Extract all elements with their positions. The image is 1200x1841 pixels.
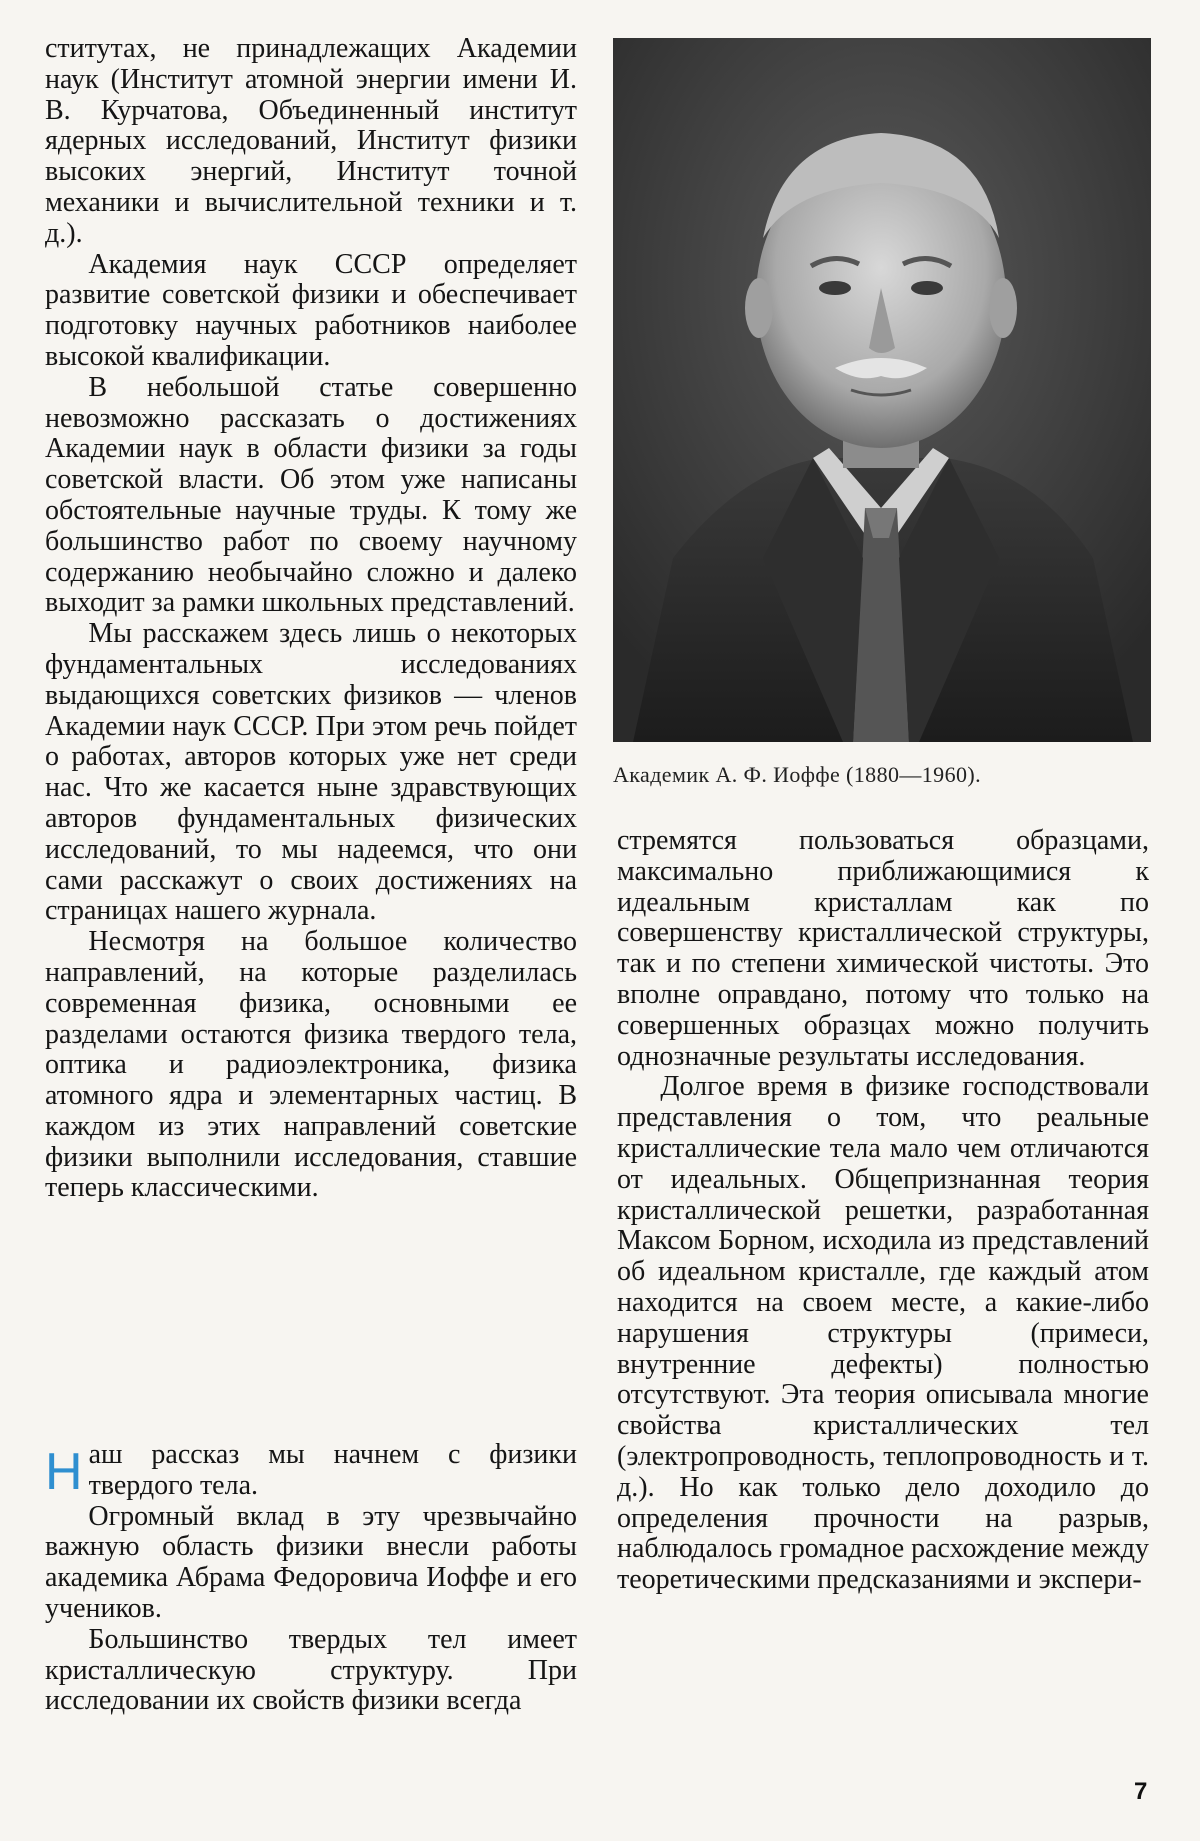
section-first-paragraph	[45, 1440, 577, 1502]
paragraph-left-4: Мы расскажем здесь лишь о некоторых фундаментальных исследованиях выдающихся советских физиков — членов Академии наук СССР. При этом речь пойдет о работах, авторов которых уже нет среди нас. Что же касается ныне здравствующих авторов фундаментальных физических исследований, то мы надеемся, что они сами расскажут о своих достижениях на страницах нашего журнала.	[45, 618, 577, 927]
left-column	[45, 34, 577, 1204]
section-solid-state	[45, 1440, 577, 1717]
paragraph-left-5: Несмотря на большое количество направлений, на которые разделилась современная физика, основными ее разделами остаются физика твердого тела, оптика и радиоэлектроника, физика атомного ядра и элементарных частиц. В каждом из этих направлений советские физики выполнили исследования, ставшие теперь классическими.	[45, 926, 577, 1204]
paragraph-left-3: В небольшой статье совершенно невозможно рассказать о достижениях Академии наук в области физики за годы советской власти. Об этом уже написаны обстоятельные научные труды. К тому же большинство работ по своему научному содержанию необычайно сложно и далеко выходит за рамки школьных представлений.	[45, 371, 577, 619]
photo-caption: Академик А. Ф. Иоффе (1880—1960).	[613, 762, 982, 787]
right-column	[617, 826, 1149, 1596]
drop-cap-letter: Н	[45, 1443, 83, 1501]
paragraph-right-2: Долгое время в физике господствовали представления о том, что реальные кристаллические тела мало чем отличаются от идеальных. Общепризнанная теория кристаллической решетки, разработанная Максом Борном, исходила из представлений об идеальном кристалле, где каждый атом находится на своем месте, а какие-либо нарушения структуры (примеси, внутренние дефекты) полностью отсутствуют. Эта теория описывала многие свойства кристаллических тел (электропроводность, теплопроводность и т. д.). Но как только дело доходило до определения прочности на разрыв, наблюдалось громадное расхождение между теоретическими предсказаниями и экспери-	[617, 1071, 1149, 1596]
paragraph-right-1: стремятся пользоваться образцами, максимально приближающимися к идеальным кристаллам как по совершенству кристаллической структуры, так и по степени химической чистоты. Это вполне оправдано, потому что только на совершенных образцах можно получить однозначные результаты исследования.	[617, 825, 1149, 1072]
page-number: 7	[1134, 1778, 1148, 1805]
paragraph-left-2: Академия наук СССР определяет развитие советской физики и обеспечивает подготовку научных работников наиболее высокой квалификации.	[45, 248, 577, 372]
paragraph-section-2: Огромный вклад в эту чрезвычайно важную область физики внесли работы академика Абрама Федоровича Иоффе и его учеников.	[45, 1500, 577, 1624]
paragraph-section-3: Большинство твердых тел имеет кристаллическую структуру. При исследовании их свойств физики всегда	[45, 1623, 577, 1717]
portrait-illustration	[613, 38, 1151, 742]
section-first-paragraph-text: аш рассказ мы начнем с физики твердого тела.	[88, 1439, 577, 1501]
paragraph-left-1: ститутах, не принадлежащих Академии наук (Институт атомной энергии имени И. В. Курчатова, Объединенный институт ядерных исследований, Институт физики высоких энергий, Институт точной механики и вычислительной техники и т. д.).	[45, 33, 577, 249]
portrait-photo	[613, 38, 1151, 742]
